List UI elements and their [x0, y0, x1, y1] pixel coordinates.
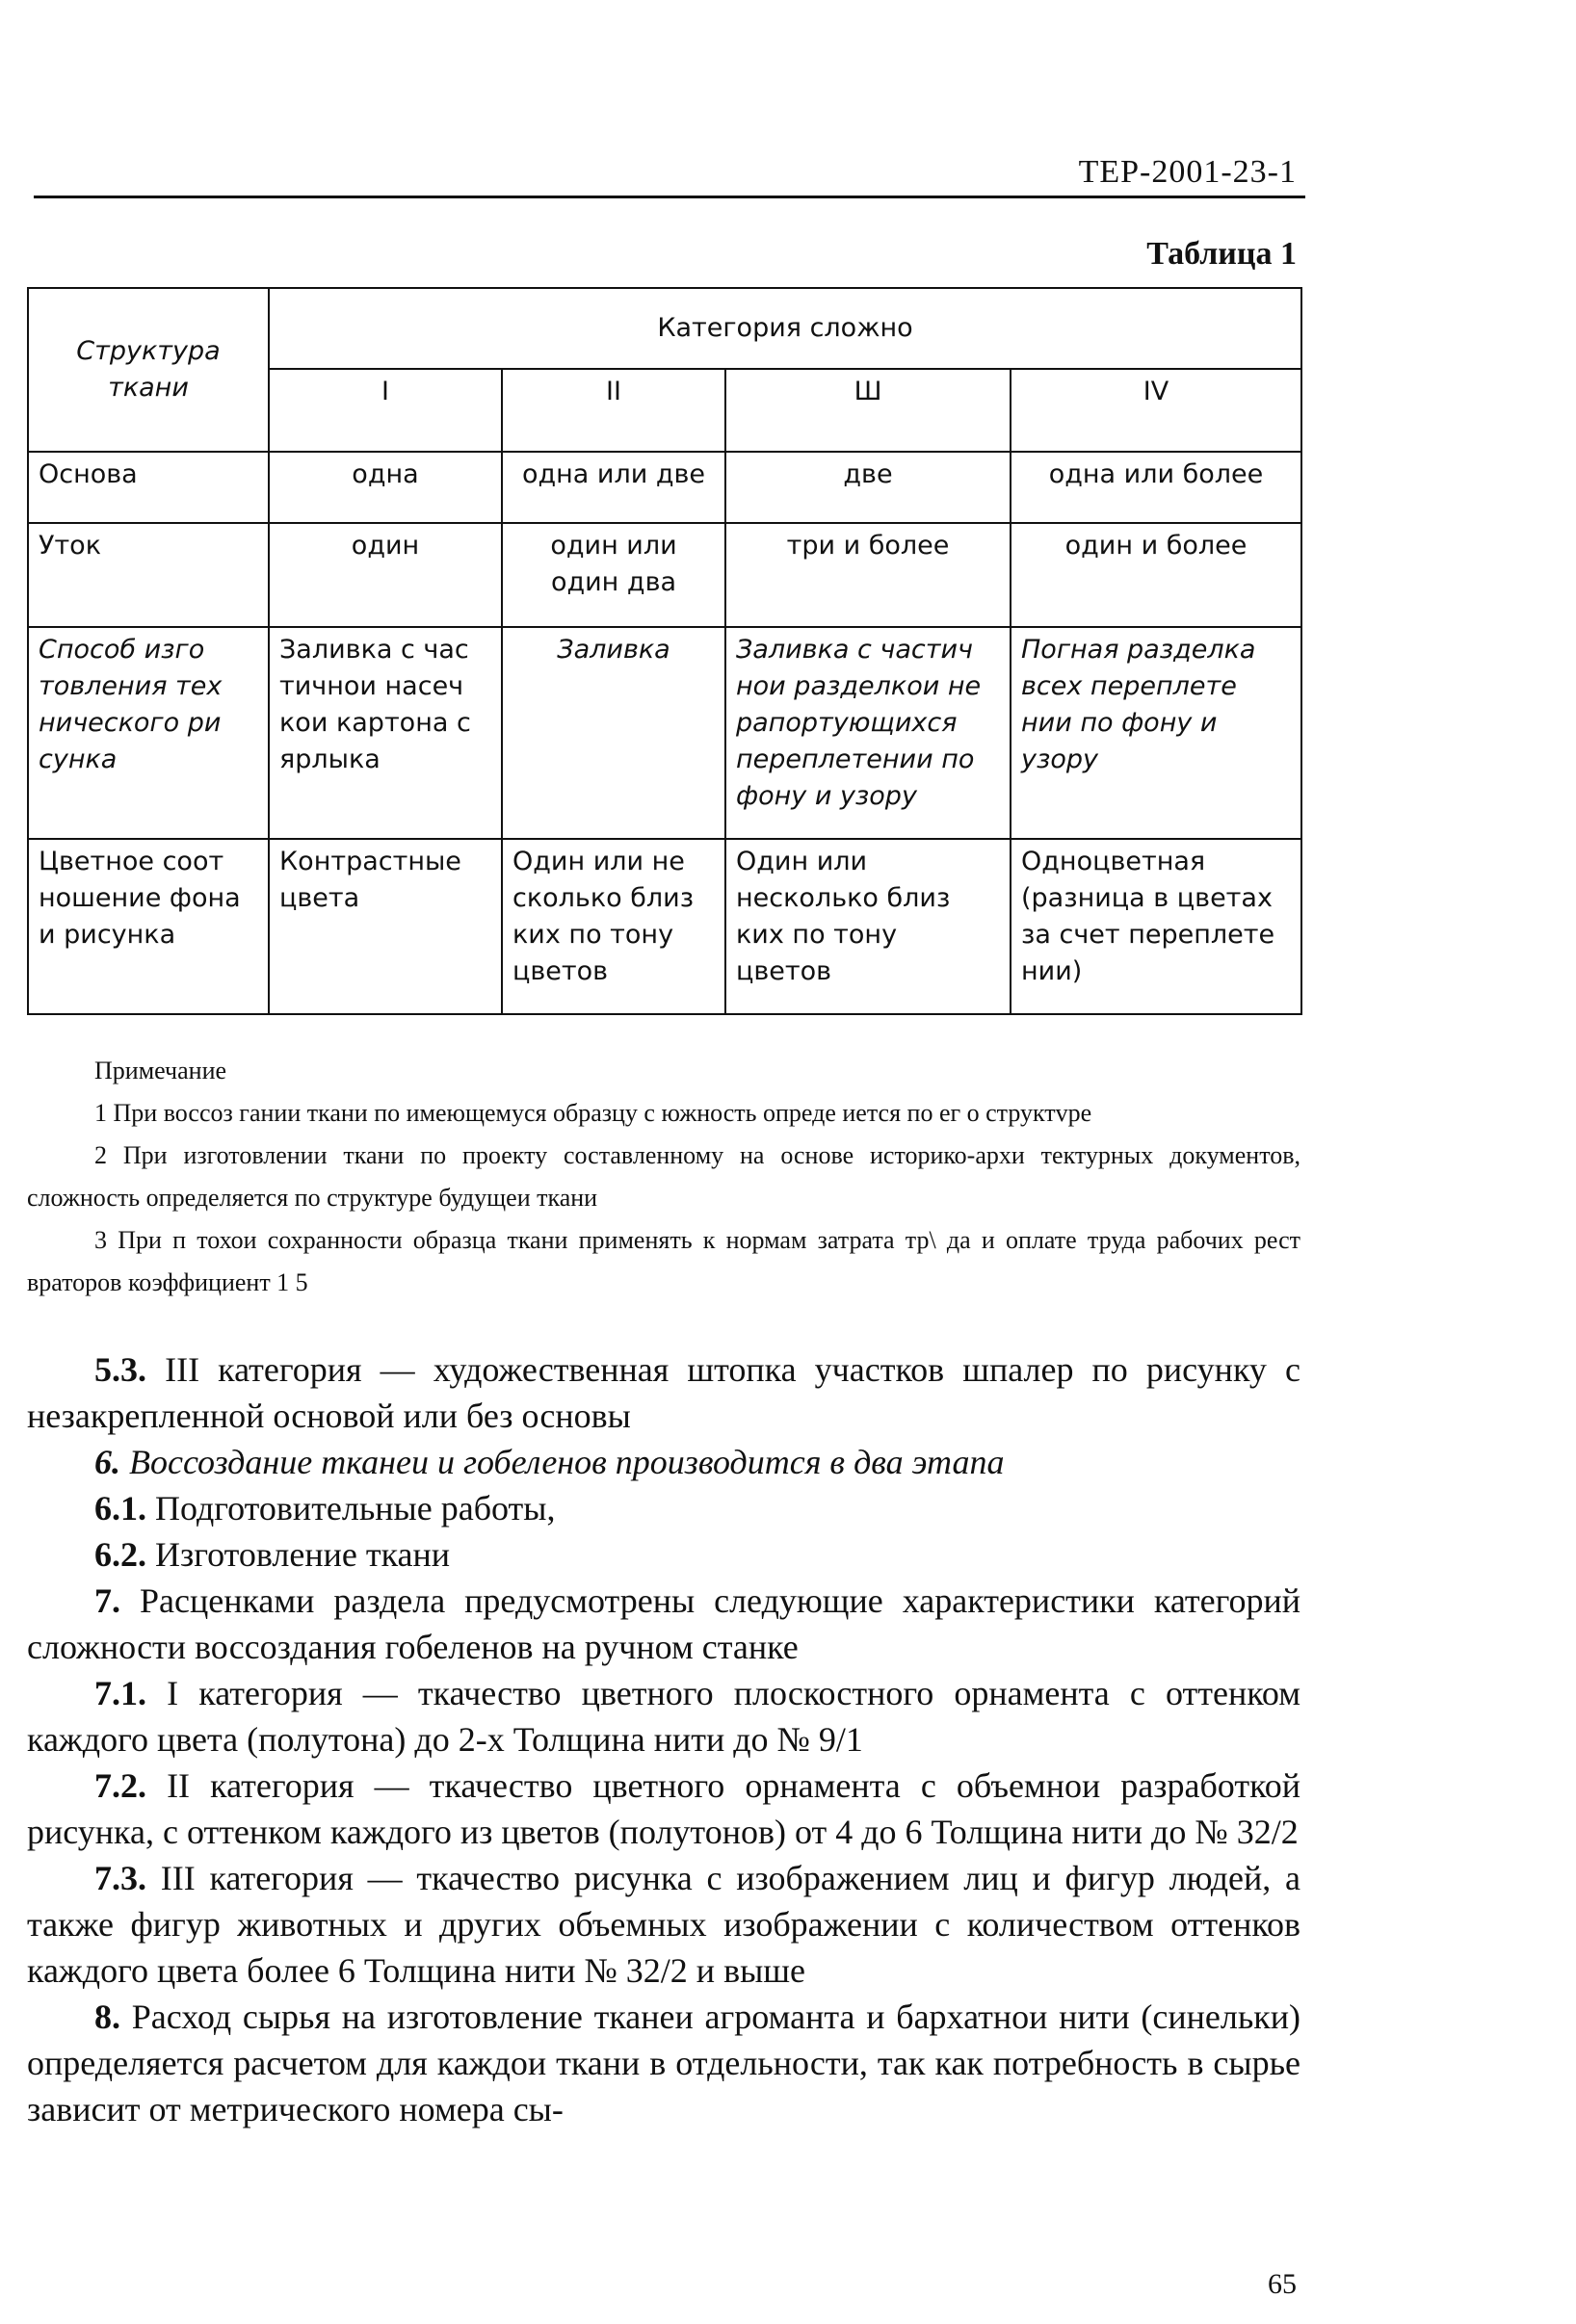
table-cell: Заливка с частич нои разделкои не рапортующихся переплетении по фону и узору	[725, 627, 1011, 839]
paragraph	[27, 1670, 1300, 1763]
table-cell: один или один два	[502, 523, 725, 627]
table-cell: три и более	[725, 523, 1011, 627]
note-item: 1 При воссоз гании ткани по имеющемуся образцу с южность опреде иется по ег о структvре	[94, 1099, 1092, 1127]
paragraph-number: 6.2.	[94, 1535, 146, 1574]
table-cell: Погная разделка всех переплете нии по фону и узору	[1011, 627, 1301, 839]
table-row	[28, 627, 1301, 839]
paragraph-number: 5.3.	[94, 1350, 146, 1389]
paragraph-text: II категория — ткачество цветного орнамента с объемнои разработкой рисунка, с оттенком каждого из цветов (полутонов) от 4 до 6 Толщина нити до № 32/2	[27, 1766, 1300, 1851]
paragraph-number: 6.1.	[94, 1489, 146, 1528]
paragraph-number: 8.	[94, 1998, 120, 2036]
document-code: ТЕР-2001-23-1	[1078, 154, 1297, 190]
table-row	[28, 523, 1301, 627]
complexity-table	[27, 287, 1302, 1015]
table-cell: Контрастные цвета	[269, 839, 502, 1014]
paragraph-number: 7.3.	[94, 1859, 146, 1897]
category-header: IV	[1011, 369, 1301, 452]
paragraph-number: 7.2.	[94, 1766, 146, 1805]
table-cell: две	[725, 452, 1011, 523]
notes-heading: Примечание	[94, 1057, 227, 1084]
header-rule	[34, 196, 1305, 198]
table-notes	[27, 1050, 1300, 1304]
group-header-category: Категория сложно	[269, 288, 1301, 369]
note-item: 3 При п тохои сохранности образца ткани применять к нормам затрата тр\ да и оплате труда рабочих рест враторов коэффициент 1 5	[27, 1226, 1300, 1296]
table-cell: Один или не сколько близ ких по тону цветов	[502, 839, 725, 1014]
table-row	[28, 452, 1301, 523]
paragraph	[27, 1439, 1300, 1485]
table-cell: одна или две	[502, 452, 725, 523]
paragraph-text: Изготовление ткани	[146, 1535, 451, 1574]
table-cell: одна или более	[1011, 452, 1301, 523]
paragraph	[27, 1994, 1300, 2132]
paragraph	[27, 1531, 1300, 1578]
paragraph	[27, 1763, 1300, 1855]
paragraph-text: Подготовительные работы,	[146, 1489, 556, 1528]
category-header: I	[269, 369, 502, 452]
paragraph	[27, 1578, 1300, 1670]
row-label: Способ изго товления тех нического ри сунка	[28, 627, 269, 839]
page-number: 65	[1268, 2268, 1297, 2300]
paragraph-text: Воссоздание тканеи и гобеленов производится в два этапа	[120, 1443, 1005, 1481]
paragraph-number: 7.1.	[94, 1674, 146, 1712]
row-label: Цветное соот ношение фона и рисунка	[28, 839, 269, 1014]
table-row	[28, 839, 1301, 1014]
paragraph-number: 6.	[94, 1443, 120, 1481]
paragraph-text: III категория — ткачество рисунка с изображением лиц и фигур людей, а также фигур животных и других объемных изображении с количеством оттенков каждого цвета более 6 Толщина нити № 32/2 и выше	[27, 1859, 1300, 1990]
category-header: Ш	[725, 369, 1011, 452]
table-cell: один	[269, 523, 502, 627]
table-cell: одна	[269, 452, 502, 523]
table-cell: один и более	[1011, 523, 1301, 627]
paragraph-number: 7.	[94, 1581, 120, 1620]
paragraph	[27, 1485, 1300, 1531]
table-caption: Таблица 1	[1146, 236, 1297, 272]
table-cell: Заливка	[502, 627, 725, 839]
table-cell: Один или несколько близ ких по тону цветов	[725, 839, 1011, 1014]
paragraph-text: Расценками раздела предусмотрены следующие характеристики категорий сложности воссоздания гобеленов на ручном станке	[27, 1581, 1300, 1666]
paragraph-text: Расход сырья на изготовление тканеи агроманта и бархатнои нити (синельки) определяется расчетом для каждои ткани в отдельности, так как потребность в сырье зависит от метрического номера сы-	[27, 1998, 1300, 2128]
note-item: 2 При изготовлении ткани по проекту составленному на основе историко-архи тектурных документов, сложность определяется по структуре будущеи ткани	[27, 1141, 1300, 1212]
category-header: II	[502, 369, 725, 452]
col-header-fabric-structure: Структура ткани	[28, 288, 269, 452]
row-label: Основа	[28, 452, 269, 523]
table-cell: Одноцветная (разница в цветах за счет переплете нии)	[1011, 839, 1301, 1014]
paragraph	[27, 1346, 1300, 1439]
body-text	[27, 1346, 1300, 2132]
paragraph	[27, 1855, 1300, 1994]
row-label: Уток	[28, 523, 269, 627]
table-cell: Заливка с час тичнои насеч кои картона с ярлыка	[269, 627, 502, 839]
paragraph-text: I категория — ткачество цветного плоскостного орнамента с оттенком каждого цвета (полутона) до 2-х Толщина нити до № 9/1	[27, 1674, 1300, 1759]
paragraph-text: III категория — художественная штопка участков шпалер по рисунку с незакрепленной основой или без основы	[27, 1350, 1300, 1435]
